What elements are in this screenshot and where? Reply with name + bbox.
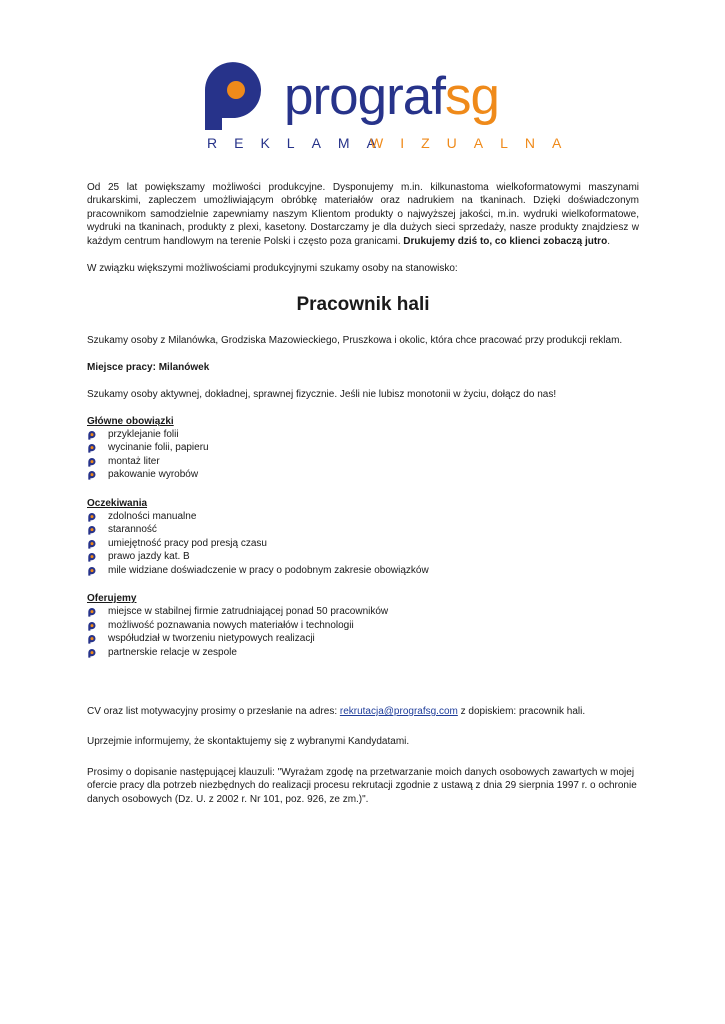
offer-list — [87, 605, 639, 659]
recruitment-email-link[interactable]: rekrutacja@prografsg.com — [339, 705, 458, 717]
p-bullet-icon — [87, 457, 97, 467]
p-bullet-icon — [87, 470, 97, 480]
list-item: staranność — [87, 523, 639, 536]
logo-word-prograf: prograf — [284, 67, 445, 126]
p-bullet-icon — [87, 525, 97, 535]
job-title: Pracownik hali — [296, 294, 430, 316]
offer-heading: Oferujemy — [87, 592, 137, 604]
p-bullet-icon — [87, 566, 97, 576]
list-item: możliwość poznawania nowych materiałów i technologii — [87, 619, 639, 632]
locations-text: Szukamy osoby z Milanówka, Grodziska Mazowieckiego, Pruszkowa i okolic, która chce pracować przy produkcji reklam. — [87, 335, 623, 347]
p-bullet-icon — [87, 443, 97, 453]
p-bullet-icon — [87, 430, 97, 440]
gdpr-clause: Prosimy o dopisanie następującej klauzuli: "Wyrażam zgodę na przetwarzanie moich danych osobowych zawartych w mojej ofercie pracy dla potrzeb niezbędnych do realizacji procesu rekrutacji zgodnie z ustawą z dnia 29 sierpnia 1997 r. o ochronie danych osobowych (Dz. U. z 2002 r. Nr 101, poz. 926, ze zm.)". — [87, 766, 637, 805]
company-logo — [200, 60, 579, 152]
duties-heading: Główne obowiązki — [87, 415, 174, 427]
expectations-heading: Oczekiwania — [87, 497, 148, 509]
personality-text: Szukamy osoby aktywnej, dokładnej, sprawnej fizycznie. Jeśli nie lubisz monotonii w życiu, dołącz do nas! — [87, 389, 557, 401]
p-bullet-icon — [87, 634, 97, 644]
svg-text:prografsg — [284, 67, 499, 126]
logo-tagline-reklama: REKLAMA — [207, 135, 393, 151]
expectations-list — [87, 510, 639, 577]
p-bullet-icon — [87, 621, 97, 631]
list-item: mile widziane doświadczenie w pracy o podobnym zakresie obowiązków — [87, 564, 639, 577]
list-item: wycinanie folii, papieru — [87, 441, 639, 454]
list-item: współudział w tworzeniu nietypowych realizacji — [87, 632, 639, 645]
p-bullet-icon — [87, 512, 97, 522]
list-item: umiejętność pracy pod presją czasu — [87, 537, 639, 550]
job-offer-content — [87, 181, 639, 806]
p-bullet-icon — [87, 607, 97, 617]
logo-tagline-wizualna: WIZUALNA — [370, 135, 579, 151]
logo-word-sg: sg — [444, 67, 499, 126]
list-item: montaż liter — [87, 455, 639, 468]
p-bullet-icon — [87, 648, 97, 658]
list-item: miejsce w stabilnej firmie zatrudniającej ponad 50 pracowników — [87, 605, 639, 618]
list-item: partnerskie relacje w zespole — [87, 646, 639, 659]
logo-orange-dot — [227, 81, 245, 99]
list-item: zdolności manualne — [87, 510, 639, 523]
list-item: pakowanie wyrobów — [87, 468, 639, 481]
p-bullet-icon — [87, 539, 97, 549]
workplace-text: Miejsce pracy: Milanówek — [87, 361, 210, 373]
list-item: przyklejanie folii — [87, 428, 639, 441]
intro-slogan: Drukujemy dziś to, co klienci zobaczą jutro — [403, 235, 608, 247]
duties-list — [87, 428, 639, 482]
lead-text: W związku większymi możliwościami produkcyjnymi szukamy osoby na stanowisko: — [87, 263, 458, 275]
apply-instructions: CV oraz list motywacyjny prosimy o przesłanie na adres: rekrutacja@prografsg.com z dopiskiem: pracownik hali. — [87, 705, 586, 717]
p-bullet-icon — [87, 552, 97, 562]
company-intro-paragraph: Od 25 lat powiększamy możliwości produkcyjne. Dysponujemy m.in. kilkunastoma wielkoformatowymi maszynami drukarskimi, zapleczem umożliwiającym obróbkę materiałów oraz nadrukiem na tkaninach. Dzięki doświadczonym pracownikom samodzielnie zapewniamy naszym Klientom produkty o najwyższej jakości, m.in. wydruki wielkoformatowe, wydruki na tkaninach, produkty z plexi, kasetony. Dostarczamy je dla dużych sieci sprzedaży, nasze produkty znajdziesz w każdym centrum handlowym na terenie Polski i często poza granicami. Drukujemy dziś to, co klienci zobaczą jutro. — [87, 182, 639, 247]
list-item: prawo jazdy kat. B — [87, 550, 639, 563]
contact-notice: Uprzejmie informujemy, że skontaktujemy się z wybranymi Kandydatami. — [87, 736, 410, 748]
